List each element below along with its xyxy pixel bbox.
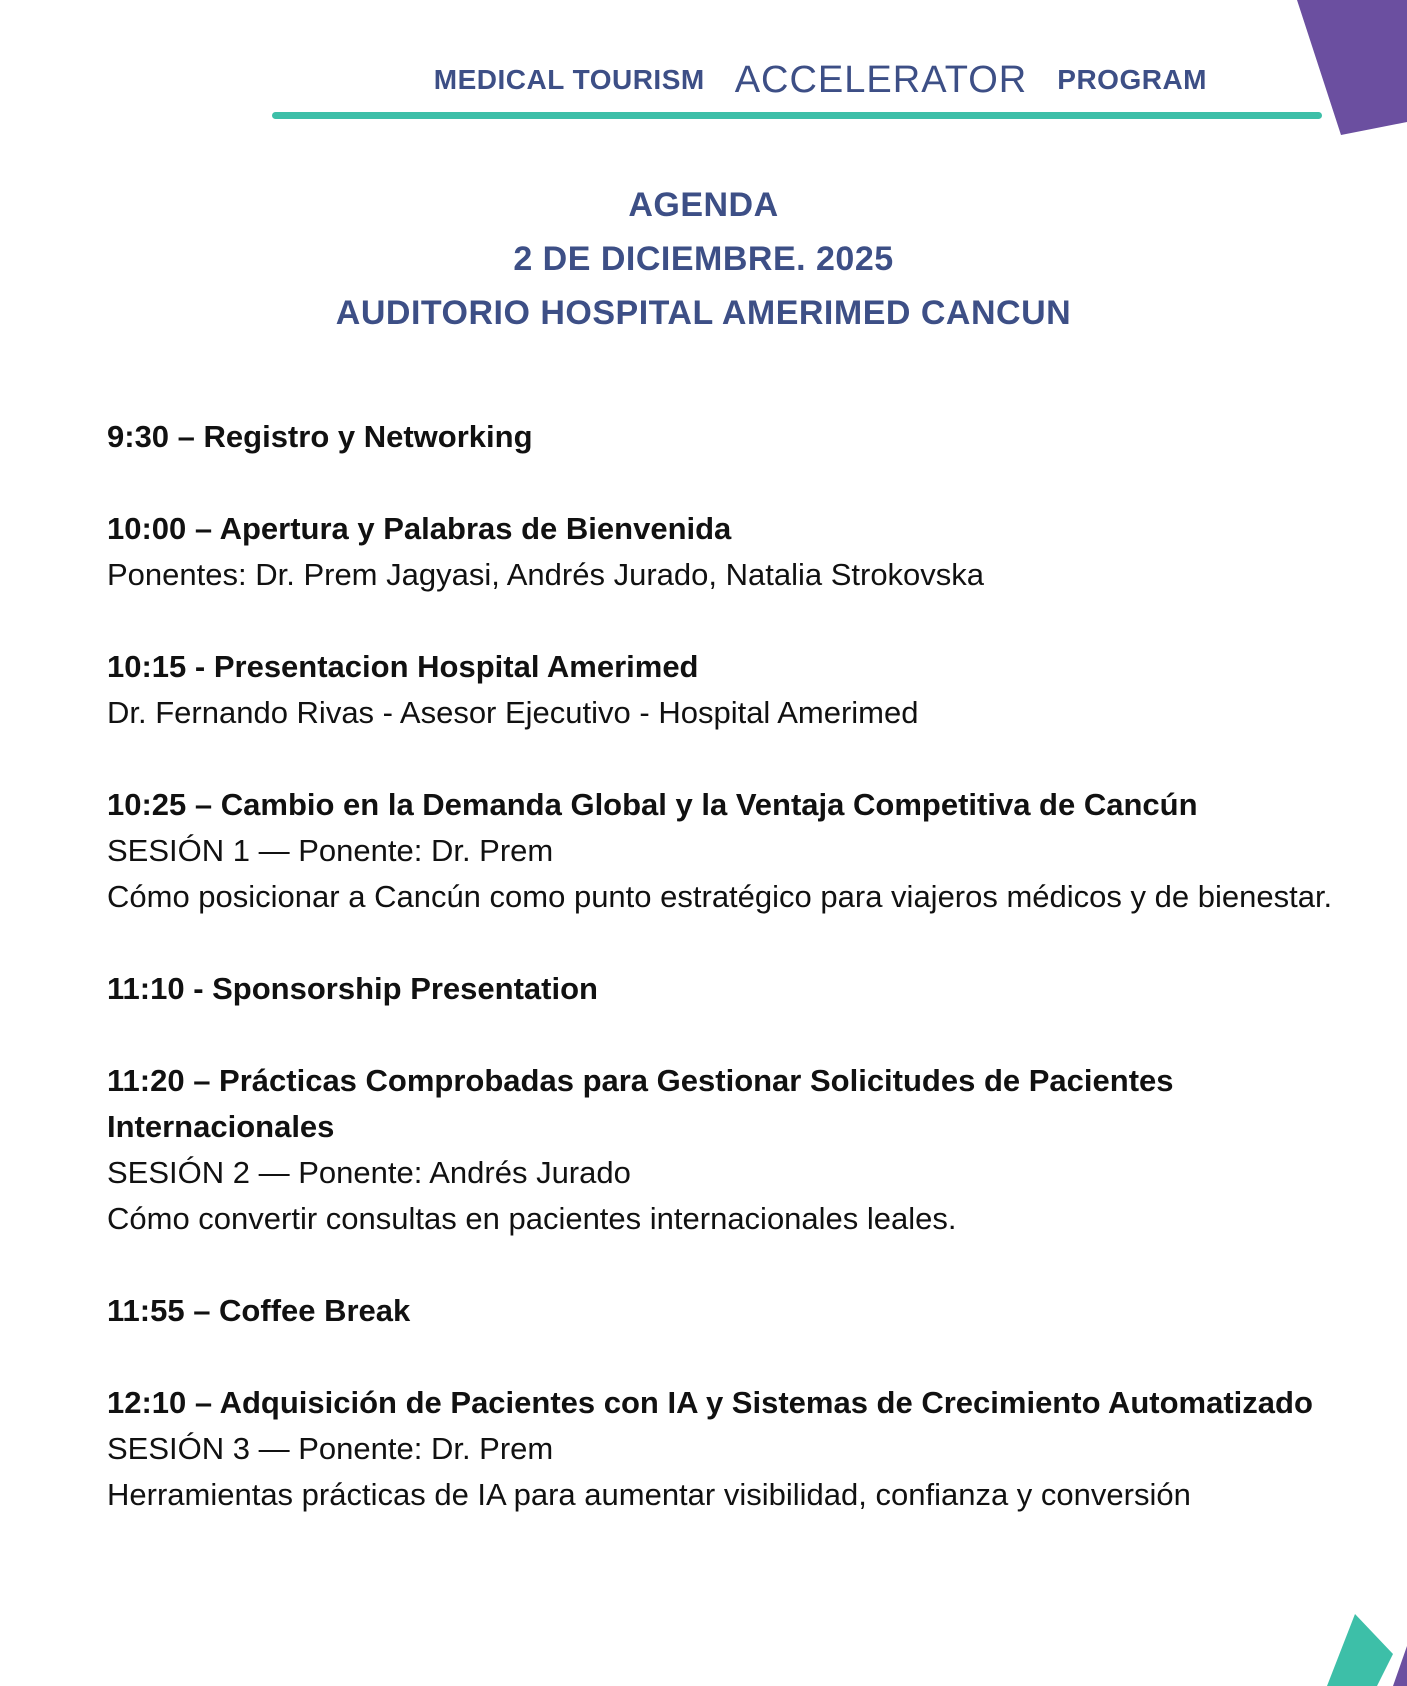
agenda-item-title: 11:10 - Sponsorship Presentation xyxy=(107,971,598,1006)
agenda-item xyxy=(107,1380,1337,1518)
header-divider xyxy=(272,112,1322,119)
agenda-list xyxy=(107,414,1337,1564)
agenda-item xyxy=(107,414,1337,460)
header-program: PROGRAM xyxy=(1057,64,1207,95)
agenda-item xyxy=(107,1288,1337,1334)
agenda-item-detail: Herramientas prácticas de IA para aumentar visibilidad, confianza y conversión xyxy=(107,1477,1191,1512)
agenda-item-title: 10:15 - Presentacion Hospital Amerimed xyxy=(107,649,699,684)
agenda-item-title: 9:30 – Registro y Networking xyxy=(107,419,533,454)
agenda-item-title: 12:10 – Adquisición de Pacientes con IA y Sistemas de Crecimiento Automatizado xyxy=(107,1385,1313,1420)
agenda-item-detail: Dr. Fernando Rivas - Asesor Ejecutivo - Hospital Amerimed xyxy=(107,695,919,730)
agenda-item xyxy=(107,1058,1337,1242)
agenda-item-detail: SESIÓN 1 — Ponente: Dr. Prem xyxy=(107,833,554,868)
agenda-item-detail: SESIÓN 2 — Ponente: Andrés Jurado xyxy=(107,1155,631,1190)
corner-purple-shape xyxy=(1297,0,1407,140)
agenda-heading xyxy=(0,178,1407,340)
agenda-item-detail: SESIÓN 3 — Ponente: Dr. Prem xyxy=(107,1431,554,1466)
program-header xyxy=(434,50,1207,110)
header-accelerator: ACCELERATOR xyxy=(734,58,1028,101)
agenda-item xyxy=(107,644,1337,736)
agenda-item-title: 10:00 – Apertura y Palabras de Bienvenida xyxy=(107,511,732,546)
agenda-item-title: 11:20 – Prácticas Comprobadas para Gestionar Solicitudes de Pacientes Internacionales xyxy=(107,1063,1174,1144)
agenda-item xyxy=(107,782,1337,920)
agenda-item-title: 10:25 – Cambio en la Demanda Global y la Ventaja Competitiva de Cancún xyxy=(107,787,1198,822)
agenda-item-detail: Cómo posicionar a Cancún como punto estratégico para viajeros médicos y de bienestar. xyxy=(107,879,1333,914)
agenda-item-title: 11:55 – Coffee Break xyxy=(107,1293,411,1328)
agenda-item xyxy=(107,966,1337,1012)
agenda-title: AGENDA xyxy=(628,186,779,224)
agenda-venue: AUDITORIO HOSPITAL AMERIMED CANCUN xyxy=(335,294,1072,332)
agenda-item-detail: Cómo convertir consultas en pacientes internacionales leales. xyxy=(107,1201,957,1236)
corner-accent-shape xyxy=(1297,1606,1407,1686)
agenda-item xyxy=(107,506,1337,598)
agenda-item-detail: Ponentes: Dr. Prem Jagyasi, Andrés Jurado, Natalia Strokovska xyxy=(107,557,985,592)
agenda-date: 2 DE DICIEMBRE. 2025 xyxy=(513,240,894,278)
header-medical-tourism: MEDICAL TOURISM xyxy=(433,64,705,95)
